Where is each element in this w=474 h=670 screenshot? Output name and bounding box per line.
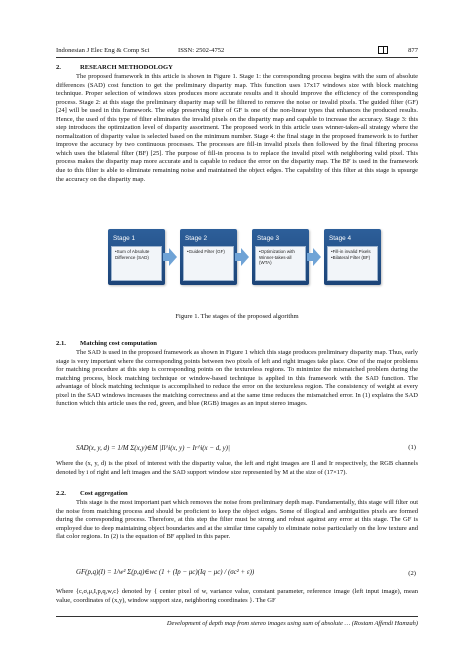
- stage-content: [111, 246, 162, 281]
- section-number: 2.: [56, 64, 61, 71]
- equation-1: SAD(x, y, d) = 1/M Σ(x,y)∈M |Il^i(x, y) − Ir^i(x − d, y)|: [76, 445, 230, 452]
- page-number: 877: [408, 46, 418, 54]
- equation-1-explanation: Where the (x, y, d) is the pixel of interest with the disparity value, the left and right images are Il and Ir respectively, the RGB channels denoted by i of right and left images and the SAD support window size represented by M at the size of (17×17).: [56, 460, 418, 476]
- stage-item: (WTA): [259, 260, 272, 266]
- methodology-paragraph: The proposed framework in this article is shown in Figure 1. Stage 1: the corresponding process begins with the sum of absolute differences (SAD) cost function to get the preliminary disparity map. This function uses 17x17 windows size with block matching technique. Proper selection of windows sizes produces more accurate results and it should improve the efficiency of the corresponding process. Stage 2: at this stage the preliminary disparity map will be filtered to remove the noise or invalid pixels. The guided filter (GF) [24] will be used in this framework. The edge preserving filter of GF is one of the non-linear types that enhances the produced results. Hence, the used of this type of filter eliminates the invalid pixels on the disparity map and capable to increase the accuracy. Stage 3: this step introduces the optimization level of disparity assortment. The proposed work in this article uses winner-takes-all strategy where the normalization of disparity value is selected based on the minimum number. Stage 4: the final stage in the proposed framework is to further improve the accuracy by two continuous processes. The processes are fill-in invalid pixels then followed by the final filtering process which uses the bilateral filter (BF) [25]. The purpose of fill-in process is to replace the invalid pixel with neighboring valid pixel. This process makes the disparity map more accurate and is capable to reduce the error on the disparity map. The BF is used in the framework due to this filter is able to eliminate remaining noise and maintained the object edges. The capability of this filter at this stage is upsurge the accuracy on the disparity map.: [56, 73, 418, 183]
- arrow-icon: [241, 248, 249, 266]
- stage-content: [327, 246, 378, 281]
- book-icon: [378, 46, 388, 54]
- arrow-icon: [313, 248, 321, 266]
- stage-4-block: [324, 229, 381, 285]
- stage-item: Winner-takes-all: [259, 254, 292, 260]
- stage-content: [183, 246, 234, 281]
- running-header: [56, 46, 418, 54]
- equation-number: (2): [408, 570, 416, 577]
- stage-2-block: [180, 229, 237, 285]
- stage-title: Stage 3: [257, 235, 280, 242]
- body-text: [56, 349, 418, 409]
- stage-item: •Bilateral Filter (BF): [331, 254, 371, 260]
- subsection-heading: [56, 340, 157, 347]
- equation-number: (1): [408, 444, 416, 451]
- subsection-number: 2.1.: [56, 340, 66, 347]
- stage-1-block: [108, 229, 165, 285]
- stage-title: Stage 2: [185, 235, 208, 242]
- footer-rule: [56, 616, 418, 617]
- stage-title: Stage 1: [113, 235, 136, 242]
- journal-name: Indonesian J Elec Eng & Comp Sci: [56, 46, 150, 54]
- figure-caption: Figure 1. The stages of the proposed algorithm: [175, 313, 299, 320]
- section-heading: [56, 64, 173, 71]
- equation-2: GF(p,q)(I) = 1/w² Σ(p,q)∈wc (1 + (Ip − μc)(Iq − μc) / (σc² + ε)): [76, 569, 255, 576]
- body-text: [56, 588, 418, 605]
- figure-stages: [108, 229, 376, 299]
- body-text: [56, 73, 418, 184]
- issn: ISSN: 2502-4752: [178, 46, 225, 54]
- stage-item: Difference (SAD): [115, 254, 149, 260]
- running-footer: Development of depth map from stereo images using sum of absolute … (Rostam Affendi Hamzah): [166, 620, 418, 627]
- stage-content: [255, 246, 306, 281]
- aggregation-paragraph: This stage is the most important part which removes the noise from preliminary depth map. Fundamentally, this stage will filter out the noise from matching process and should be proficient to keep the object edges. Some of illogical and ambiguities pixels are formed during the corresponding process. Therefore, at this step the filter must be strong and robust against any error at this stage. The GF is employed due to deep maintaining object boundaries and at the similar time capably to eliminate noise particularly on the low texture and flat color regions. In (2) is the equation of BF applied in this paper.: [56, 499, 418, 541]
- subsection-title: Matching cost computation: [80, 340, 157, 347]
- body-text: [56, 460, 418, 477]
- equation-2-explanation: Where {c,σ,μ,I,p,q,w,c} denoted by { center pixel of w, variance value, constant parameter, reference image (left input image), mean value, coordinates of (x,y), window support size, neighboring coordinates }. The GF: [56, 588, 418, 604]
- subsection-title: Cost aggregation: [80, 490, 128, 497]
- subsection-heading: [56, 490, 128, 497]
- arrow-icon: [169, 248, 177, 266]
- stage-item: •Optimization with: [259, 249, 295, 254]
- stage-title: Stage 4: [329, 235, 352, 242]
- matching-paragraph: The SAD is used in the proposed framework as shown in Figure 1 which this stage produces preliminary disparity map. Thus, early stage is very important where the corresponding points between two pixels of left and right images take place. One of the major problems for matching procedure at this step is corresponding points on the textureless regions. To minimize the mismatched problem during the matching process, block matching technique or window-based technique is applied in this framework with the SAD function. The advantage of block matching technique is accomplished to reduce the error on the textureless region. The consistency of weight at every pixel in the SAD windows increases the matching correctness and at the same time reduces the mismatched error. In (1) explains the SAD function which this article uses the red, green, and blue (RGB) images as an input stereo images.: [56, 349, 418, 408]
- header-rule: [56, 57, 418, 58]
- section-title: RESEARCH METHODOLOGY: [80, 64, 173, 71]
- subsection-number: 2.2.: [56, 490, 66, 497]
- stage-item: •Sum of Absolute: [115, 249, 150, 254]
- stage-3-block: [252, 229, 309, 285]
- stage-item: •Guided Filter (GF): [187, 249, 225, 254]
- body-text: [56, 499, 418, 542]
- stage-item: •Fill-in invalid Pixels: [331, 249, 371, 254]
